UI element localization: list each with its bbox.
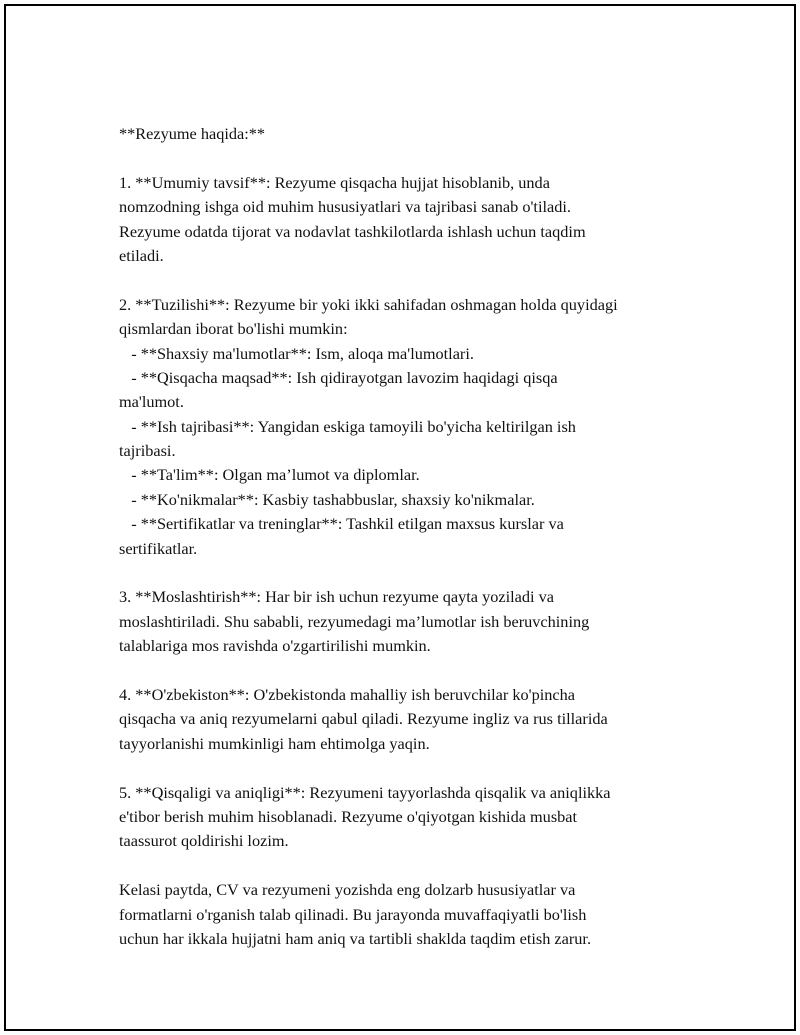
- section-umumiy-tavsif: [119, 171, 709, 269]
- list-item-tajriba: - **Ish tajribasi**: Yangidan eskiga tamoyili bo'yicha keltirilgan ish: [119, 416, 576, 436]
- paragraph-line: 2. **Tuzilishi**: Rezyume bir yoki ikki sahifadan oshmagan holda quyidagi: [119, 294, 618, 314]
- spacer: [119, 561, 709, 585]
- document-heading: **Rezyume haqida:**: [119, 124, 266, 143]
- spacer: [119, 756, 709, 780]
- spacer: [119, 659, 709, 683]
- spacer: [119, 146, 709, 170]
- paragraph-line: e'tibor berish muhim hisoblanadi. Rezyume o'qiyotgan kishida musbat: [119, 806, 578, 826]
- paragraph-line: Kelasi paytda, CV va rezyumeni yozishda eng dolzarb hususiyatlar va: [119, 880, 576, 900]
- section-qisqaligi: [119, 781, 709, 854]
- list-item-sertifikatlar: - **Sertifikatlar va treninglar**: Tashkil etilgan maxsus kurslar va: [119, 514, 564, 534]
- paragraph-line: etiladi.: [119, 245, 164, 265]
- page-frame: [4, 4, 796, 1031]
- paragraph-line: sertifikatlar.: [119, 538, 198, 558]
- section-moslashtirish: [119, 585, 709, 658]
- section-conclusion: [119, 878, 709, 951]
- paragraph-line: moslashtiriladi. Shu sababli, rezyumedagi ma’lumotlar ish beruvchining: [119, 611, 590, 631]
- paragraph-line: tajribasi.: [119, 441, 176, 461]
- spacer: [119, 854, 709, 878]
- paragraph-line: formatlarni o'rganish talab qilinadi. Bu jarayonda muvaffaqiyatli bo'lish: [119, 904, 587, 924]
- paragraph-line: 1. **Umumiy tavsif**: Rezyume qisqacha hujjat hisoblanib, unda: [119, 172, 550, 192]
- document-body: [119, 122, 709, 951]
- paragraph-line: qisqacha va aniq rezyumelarni qabul qiladi. Rezyume ingliz va rus tillarida: [119, 709, 608, 729]
- paragraph-line: qismlardan iborat bo'lishi mumkin:: [119, 319, 348, 339]
- list-item-maqsad: - **Qisqacha maqsad**: Ish qidirayotgan lavozim haqidagi qisqa: [119, 367, 558, 387]
- paragraph-line: tayyorlanishi mumkinligi ham ehtimolga yaqin.: [119, 733, 430, 753]
- paragraph-line: 3. **Moslashtirish**: Har bir ish uchun rezyume qayta yoziladi va: [119, 587, 554, 607]
- paragraph-line: talablariga mos ravishda o'zgartirilishi mumkin.: [119, 636, 431, 656]
- paragraph-line: uchun har ikkala hujjatni ham aniq va tartibli shaklda taqdim etish zarur.: [119, 928, 592, 948]
- paragraph-line: ma'lumot.: [119, 392, 184, 412]
- list-item-konikmalar: - **Ko'nikmalar**: Kasbiy tashabbuslar, shaxsiy ko'nikmalar.: [119, 489, 535, 509]
- paragraph-line: 4. **O'zbekiston**: O'zbekistonda mahalliy ish beruvchilar ko'pincha: [119, 684, 575, 704]
- section-tuzilishi: [119, 293, 709, 561]
- list-item-shaxsiy: - **Shaxsiy ma'lumotlar**: Ism, aloqa ma'lumotlari.: [119, 343, 474, 363]
- spacer: [119, 268, 709, 292]
- list-item-talim: - **Ta'lim**: Olgan ma’lumot va diplomlar.: [119, 465, 420, 485]
- paragraph-line: 5. **Qisqaligi va aniqligi**: Rezyumeni tayyorlashda qisqalik va aniqlikka: [119, 782, 611, 802]
- paragraph-line: nomzodning ishga oid muhim hususiyatlari va tajribasi sanab o'tiladi.: [119, 197, 571, 217]
- paragraph-line: taassurot qoldirishi lozim.: [119, 831, 289, 851]
- section-ozbekiston: [119, 683, 709, 756]
- paragraph-line: Rezyume odatda tijorat va nodavlat tashkilotlarda ishlash uchun taqdim: [119, 221, 586, 241]
